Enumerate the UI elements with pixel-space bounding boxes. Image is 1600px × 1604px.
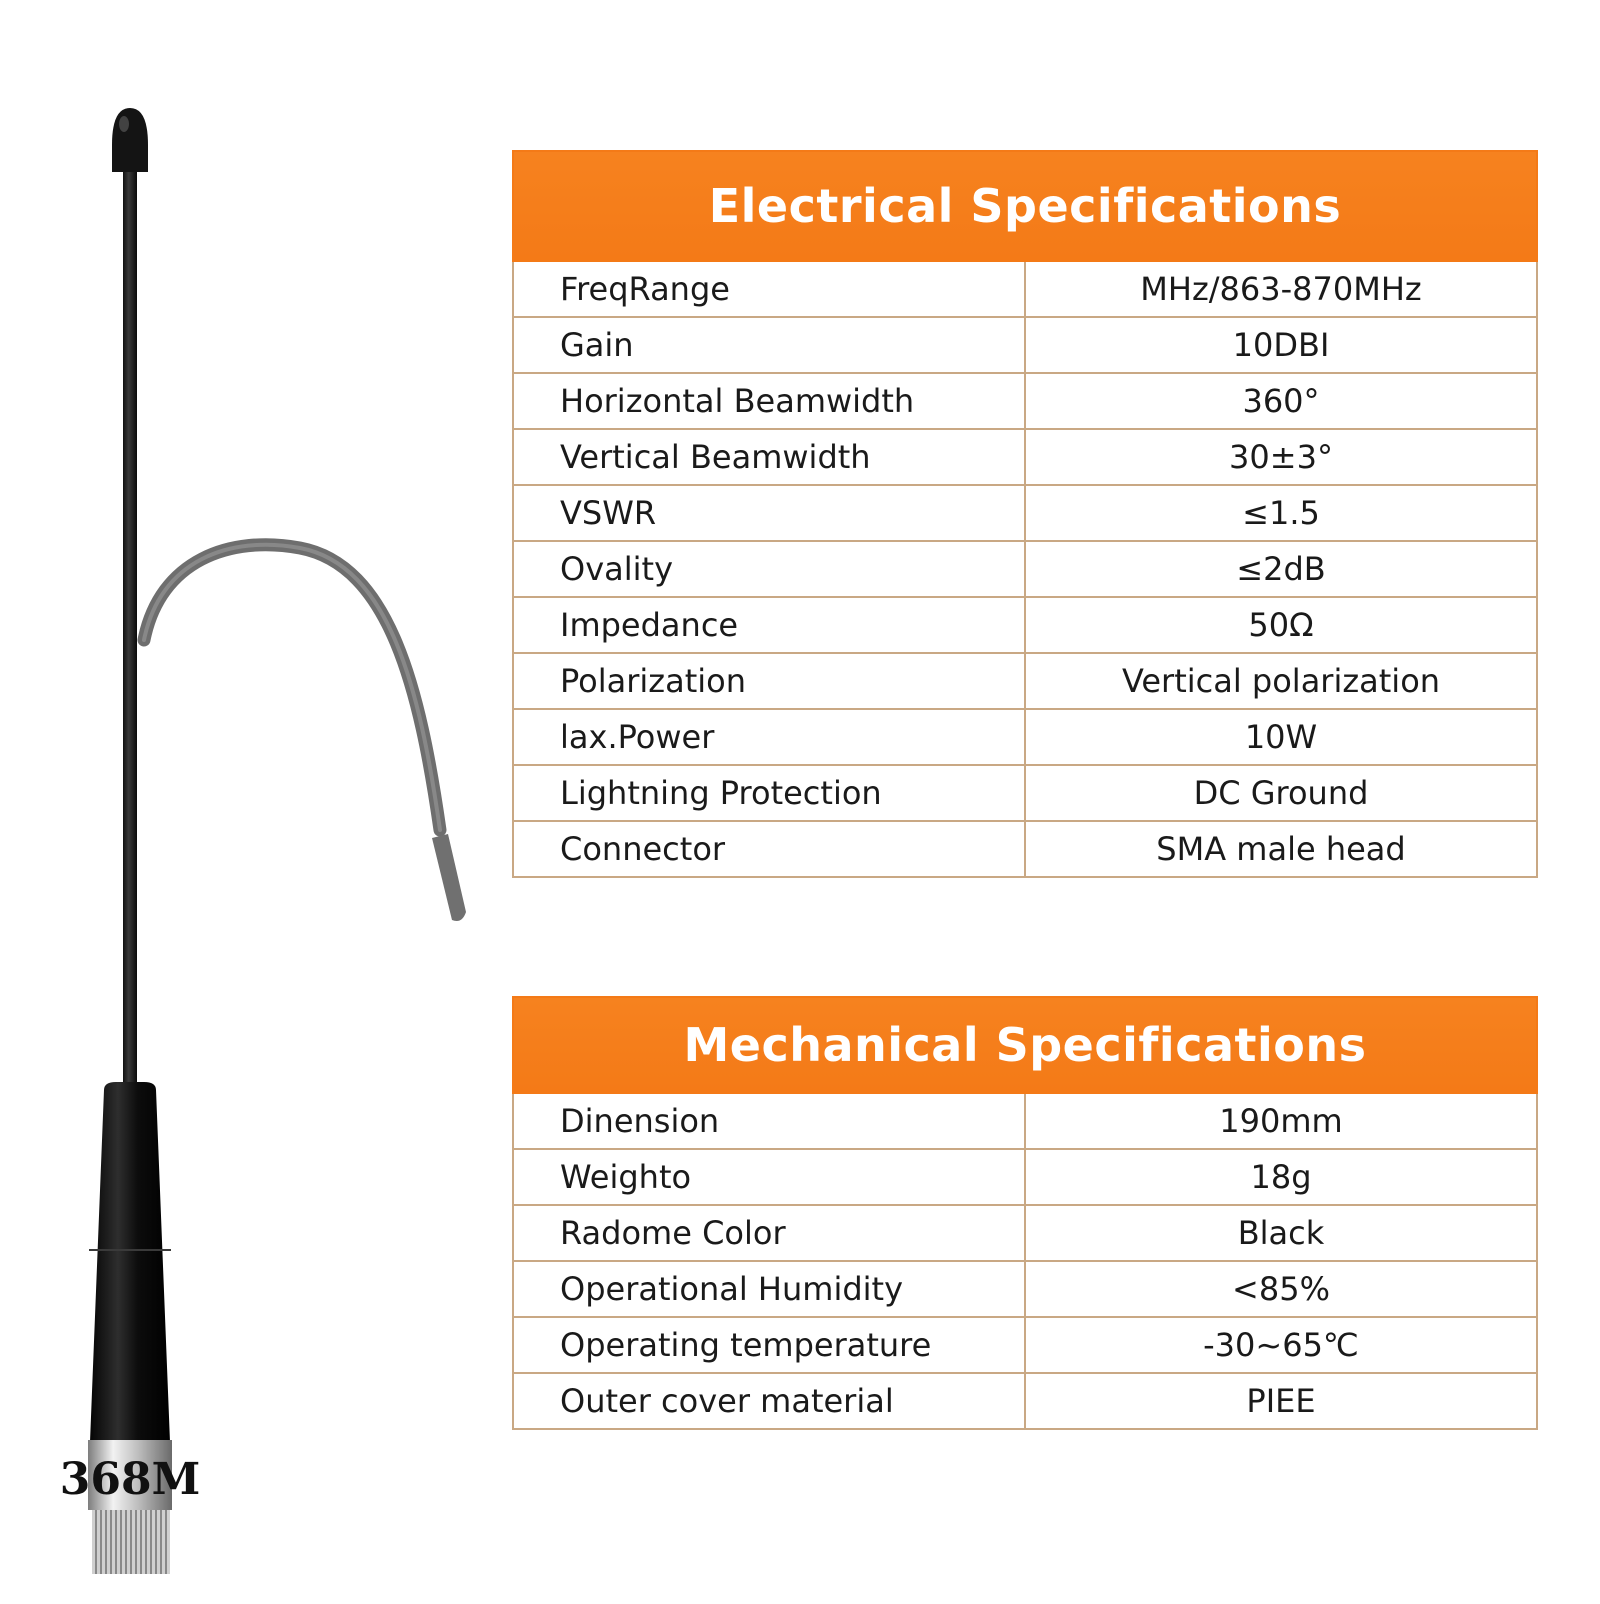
cable-line: [144, 545, 440, 830]
spec-label: Ovality: [513, 541, 1025, 597]
spec-label: FreqRange: [513, 261, 1025, 317]
electrical-spec-title: Electrical Specifications: [513, 151, 1537, 261]
table-row: [513, 1317, 1537, 1373]
antenna-illustration: [0, 0, 520, 1600]
antenna-product-image: [0, 0, 520, 1600]
table-row: [513, 1261, 1537, 1317]
spec-label: Connector: [513, 821, 1025, 877]
table-row: [513, 541, 1537, 597]
spec-label: Vertical Beamwidth: [513, 429, 1025, 485]
spec-value: Black: [1025, 1205, 1537, 1261]
antenna-whip: [123, 128, 137, 1088]
spec-value: ≤2dB: [1025, 541, 1537, 597]
spec-label: Operational Humidity: [513, 1261, 1025, 1317]
spec-value: DC Ground: [1025, 765, 1537, 821]
antenna-tip-cap: [112, 108, 148, 172]
spec-label: Horizontal Beamwidth: [513, 373, 1025, 429]
spec-value: ≤1.5: [1025, 485, 1537, 541]
spec-value: 18g: [1025, 1149, 1537, 1205]
spec-label: Outer cover material: [513, 1373, 1025, 1429]
table-row: [513, 709, 1537, 765]
spec-label: lax.Power: [513, 709, 1025, 765]
table-row: [513, 1373, 1537, 1429]
spec-value: 30±3°: [1025, 429, 1537, 485]
spec-value: Vertical polarization: [1025, 653, 1537, 709]
table-row: [513, 765, 1537, 821]
spec-label: Dinension: [513, 1093, 1025, 1149]
table-row: [513, 653, 1537, 709]
spec-value: 360°: [1025, 373, 1537, 429]
spec-value: -30~65℃: [1025, 1317, 1537, 1373]
spec-label: Gain: [513, 317, 1025, 373]
connector-knurl: [92, 1510, 170, 1574]
table-row: [513, 261, 1537, 317]
spec-value: SMA male head: [1025, 821, 1537, 877]
spec-label: Weighto: [513, 1149, 1025, 1205]
band-label: 368M: [59, 1454, 201, 1505]
table-row: [513, 485, 1537, 541]
spec-label: Radome Color: [513, 1205, 1025, 1261]
table-row: [513, 821, 1537, 877]
table-row: [513, 1205, 1537, 1261]
mechanical-spec-table: [512, 996, 1538, 1430]
table-row: [513, 597, 1537, 653]
spec-label: Lightning Protection: [513, 765, 1025, 821]
mechanical-spec-title: Mechanical Specifications: [513, 997, 1537, 1093]
spec-label: Operating temperature: [513, 1317, 1025, 1373]
spec-value: MHz/863-870MHz: [1025, 261, 1537, 317]
spec-value: 10DBI: [1025, 317, 1537, 373]
spec-value: 10W: [1025, 709, 1537, 765]
table-row: [513, 1149, 1537, 1205]
table-row: [513, 317, 1537, 373]
electrical-spec-table: [512, 150, 1538, 878]
table-row: [513, 373, 1537, 429]
table-row: [513, 429, 1537, 485]
spec-label: VSWR: [513, 485, 1025, 541]
table-row: [513, 1093, 1537, 1149]
spec-value: <85%: [1025, 1261, 1537, 1317]
spec-value: PIEE: [1025, 1373, 1537, 1429]
cable-end-cap: [432, 834, 466, 921]
spec-label: Impedance: [513, 597, 1025, 653]
spec-value: 50Ω: [1025, 597, 1537, 653]
spec-value: 190mm: [1025, 1093, 1537, 1149]
antenna-body: [90, 1082, 170, 1442]
spec-label: Polarization: [513, 653, 1025, 709]
